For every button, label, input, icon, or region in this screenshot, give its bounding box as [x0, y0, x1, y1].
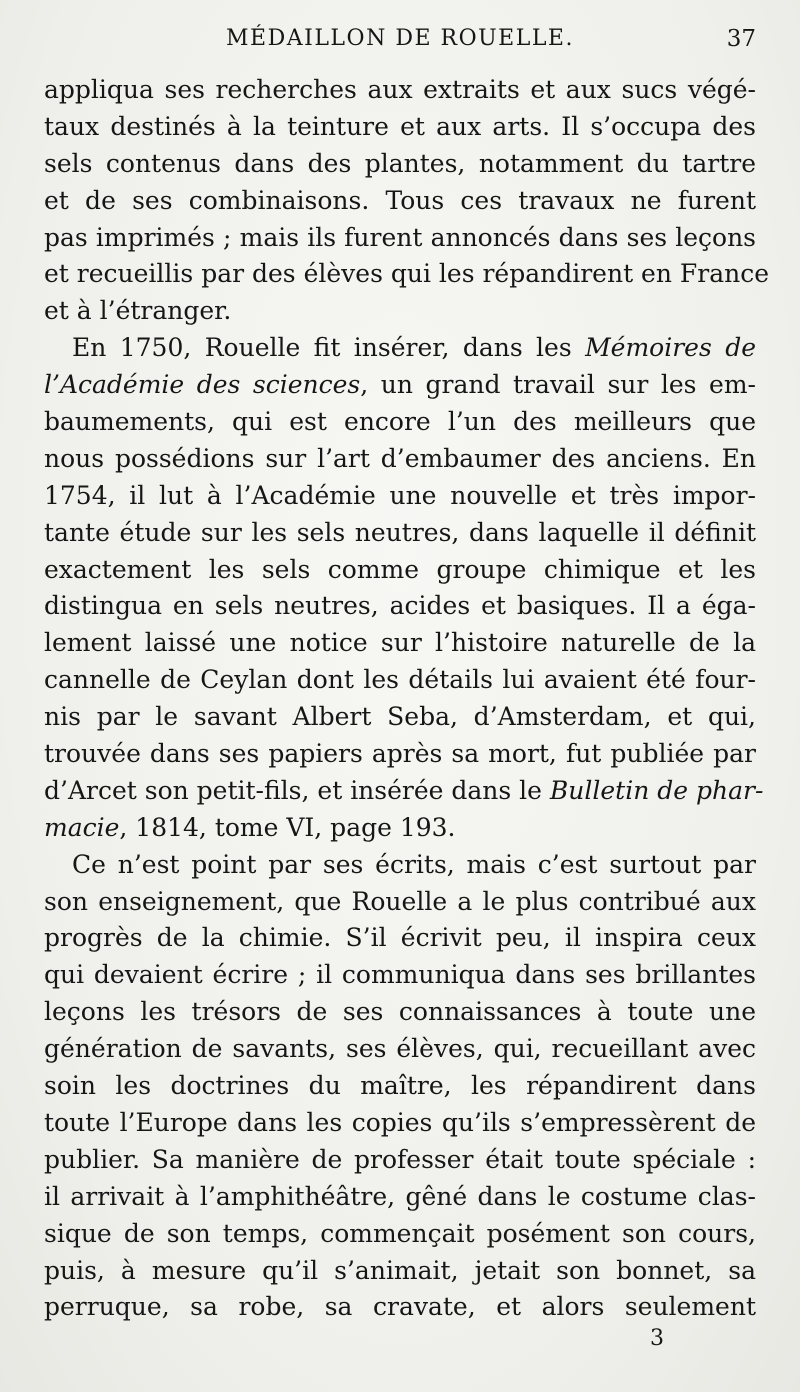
text-span: baumements, qui est encore l’un des meilleurs que — [44, 407, 756, 437]
running-title: MÉDAILLON DE ROUELLE. — [226, 26, 574, 51]
text-line — [44, 146, 756, 183]
text-line — [44, 1179, 756, 1216]
italic-text: l’Académie des sciences — [44, 370, 361, 400]
text-span: son enseignement, que Rouelle a le plus contribué aux — [44, 886, 756, 916]
text-line — [44, 736, 756, 773]
text-span: soin les doctrines du maître, les répandirent dans — [44, 1071, 756, 1101]
text-line — [44, 847, 756, 884]
text-line — [44, 1142, 756, 1179]
text-span: distingua en sels neutres, acides et basiques. Il a éga- — [44, 591, 756, 621]
text-span: nous possédions sur l’art d’embaumer des anciens. En — [44, 443, 756, 473]
text-line — [44, 588, 756, 625]
text-line — [44, 957, 756, 994]
text-line — [44, 367, 756, 404]
page-number: 37 — [726, 26, 756, 52]
text-line — [44, 994, 756, 1031]
text-span: cannelle de Ceylan dont les détails lui avaient été four- — [44, 665, 756, 695]
italic-text: Bulletin de phar- — [549, 775, 764, 805]
text-span: 1754, il lut à l’Académie une nouvelle et très impor- — [44, 480, 756, 510]
text-line — [44, 72, 756, 109]
text-line — [44, 920, 756, 957]
text-line — [44, 884, 756, 921]
text-span: sels contenus dans des plantes, notamment du tartre — [44, 148, 756, 178]
text-span: taux destinés à la teinture et aux arts. Il s’occupa des — [44, 111, 756, 141]
text-line — [44, 441, 756, 478]
text-line — [44, 256, 769, 293]
text-span: il arrivait à l’amphithéâtre, gêné dans le costume clas- — [44, 1181, 756, 1211]
text-span: pas imprimés ; mais ils furent annoncés dans ses leçons — [44, 222, 756, 252]
text-line — [44, 515, 756, 552]
signature-mark: 3 — [650, 1326, 664, 1351]
text-span: progrès de la chimie. S’il écrivit peu, il inspira ceux — [44, 923, 756, 953]
text-span: sique de son temps, commençait posément son cours, — [44, 1218, 756, 1248]
text-span: et de ses combinaisons. Tous ces travaux ne furent — [44, 185, 756, 215]
text-span: puis, à mesure qu’il s’animait, jetait son bonnet, sa — [44, 1255, 756, 1285]
body-text — [44, 72, 769, 1326]
italic-text: macie — [44, 812, 120, 842]
text-line — [44, 478, 756, 515]
text-line — [44, 1105, 756, 1142]
text-span: Ce n’est point par ses écrits, mais c’est surtout par — [72, 849, 756, 879]
text-line — [44, 183, 756, 220]
text-span: et recueillis par des élèves qui les répandirent en France — [44, 259, 769, 289]
text-span: , 1814, tome VI, page 193. — [119, 812, 456, 842]
text-span: nis par le savant Albert Seba, d’Amsterdam, et qui, — [44, 702, 756, 732]
text-line — [44, 1068, 756, 1105]
text-span: publier. Sa manière de professer était toute spéciale : — [44, 1144, 756, 1174]
text-line — [44, 810, 756, 847]
text-span: En 1750, Rouelle fit insérer, dans les — [72, 333, 586, 363]
text-line — [44, 662, 756, 699]
italic-text: Mémoires de — [585, 333, 756, 363]
text-line — [44, 625, 756, 662]
text-span: et à l’étranger. — [44, 296, 232, 326]
text-span: qui devaient écrire ; il communiqua dans ses brillantes — [44, 960, 756, 990]
text-line — [44, 699, 756, 736]
text-line — [44, 293, 756, 330]
text-span: trouvée dans ses papiers après sa mort, fut publiée par — [44, 739, 756, 769]
text-line — [44, 220, 756, 257]
text-line — [44, 552, 756, 589]
text-span: tante étude sur les sels neutres, dans laquelle il définit — [44, 517, 756, 547]
text-span: exactement les sels comme groupe chimique et les — [44, 554, 756, 584]
text-span: lement laissé une notice sur l’histoire naturelle de la — [44, 628, 756, 658]
text-span: , un grand travail sur les em- — [360, 370, 756, 400]
text-span: d’Arcet son petit-fils, et insérée dans le — [44, 775, 550, 805]
text-line — [44, 404, 756, 441]
text-line — [44, 109, 756, 146]
text-span: perruque, sa robe, sa cravate, et alors seulement — [44, 1292, 756, 1322]
text-line — [44, 773, 764, 810]
text-line — [44, 1289, 756, 1326]
text-span: appliqua ses recherches aux extraits et aux sucs végé- — [44, 75, 756, 104]
text-line — [44, 1253, 756, 1290]
text-line — [44, 1216, 756, 1253]
text-line — [44, 330, 756, 367]
text-span: toute l’Europe dans les copies qu’ils s’empressèrent de — [44, 1107, 756, 1137]
text-span: génération de savants, ses élèves, qui, recueillant avec — [44, 1034, 756, 1064]
text-line — [44, 1031, 756, 1068]
text-span: leçons les trésors de ses connaissances à toute une — [44, 997, 756, 1027]
running-head — [44, 26, 756, 56]
